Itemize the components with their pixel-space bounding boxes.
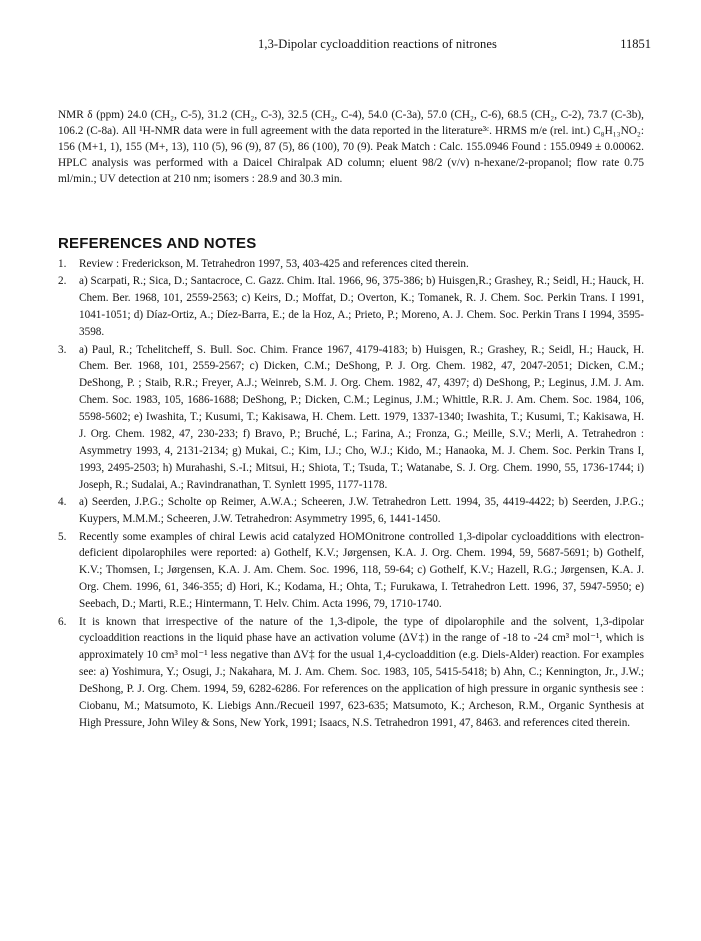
reference-item	[58, 342, 644, 494]
reference-number: 1.	[58, 258, 67, 270]
reference-item	[58, 529, 644, 614]
reference-number: 5.	[58, 530, 67, 543]
reference-list	[58, 256, 644, 732]
reference-item	[58, 273, 644, 341]
reference-text: It is known that irrespective of the nature of the 1,3-dipole, the type of dipolarophile and the solvent, 1,3-dipolar cycloaddition reactions in the liquid phase have an activation volume (ΔV‡) in the range of -18 to -24 cm³ mol⁻¹, which is approximately 10 cm³ mol⁻¹ less negative than ΔV‡ for the usual 1,4-cycloaddition (e.g. Diels-Alder) reaction. For examples see: a) Yoshimura, Y.; Osugi, J.; Nakahara, M. J. Am. Chem. Soc. 1983, 105, 5415-5418; b) Ahn, C.; Kennington, Jr., J.W.; DeShong, P. J. Org. Chem. 1994, 59, 6282-6286. For references on the application of high pressure in organic synthesis see : Ciobanu, M.; Matsumoto, K. Liebigs Ann./Recueil 1997, 623-635; Matsumoto, K.; Archeson, R.M., Organic Synthesis at High Pressure, John Wiley & Sons, New York, 1991; Isaacs, N.S. Tetrahedron 1991, 47, 8463. and references cited therein.	[79, 615, 644, 729]
reference-text: a) Seerden, J.P.G.; Scholte op Reimer, A.W.A.; Scheeren, J.W. Tetrahedron Lett. 1994, 35, 4419-4422; b) Seerden, J.P.G.; Kuypers, M.M.M.; Scheeren, J.W. Tetrahedron: Asymmetry 1995, 6, 1441-1450.	[79, 496, 644, 526]
reference-item	[58, 494, 644, 528]
reference-text: Review : Frederickson, M. Tetrahedron 1997, 53, 403-425 and references cited therein.	[79, 258, 469, 270]
reference-number: 4.	[58, 496, 67, 509]
running-title: 1,3-Dipolar cycloaddition reactions of nitrones	[258, 37, 498, 51]
running-header	[0, 37, 701, 57]
reference-text: Recently some examples of chiral Lewis acid catalyzed HOMOnitrone controlled 1,3-dipolar cycloadditions with electron-deficient dipolarophiles were reported: a) Gothelf, K.V.; Jørgensen, K.A. J. Org. Chem. 1994, 59, 5687-5691; b) Gothelf, K.V.; Thomsen, I.; Jørgensen, K.A. J. Am. Chem. Soc. 1996, 118, 59-64; c) Gothelf, K.V.; Hazell, R.G.; Jørgensen, K.A. J. Org. Chem. 1996, 61, 346-355; d) Hori, K.; Kodama, H.; Ohta, T.; Furukawa, I. Tetrahedron Lett. 1996, 37, 5947-5950; e) Seebach, D.; Marti, R.E.; Hintermann, T. Helv. Chim. Acta 1996, 79, 1710-1740.	[79, 530, 644, 611]
reference-number: 6.	[58, 615, 67, 628]
reference-item	[58, 614, 644, 732]
reference-number: 2.	[58, 275, 67, 288]
page-number: 11851	[620, 37, 651, 51]
reference-text: a) Paul, R.; Tchelitcheff, S. Bull. Soc. Chim. France 1967, 4179-4183; b) Huisgen, R.; Grashey, R.; Seidl, H.; Hauck, H. Chem. Ber. 1968, 101, 2559-2567; c) Dicken, C.M.; DeShong, P. J. Org. Chem. 1982, 47, 2047-2051; Dicken, C.M.; DeShong, P. ; Staib, R.R.; Freyer, A.J.; Weinreb, S.M. J. Org. Chem. 1982, 47, 4397; d) DeShong, P.; Leginus, J.M. J. Am. Chem. Soc. 1983, 105, 1686-1688; DeShong, P.; Dicken, C.M.; Leginus, J.M.; Whittle, R.R. J. Am. Chem. Soc. 1984, 106, 5598-5602; e) Iwashita, T.; Kusumi, T.; Kakisawa, H. Chem. Lett. 1979, 1337-1340; Iwashita, T.; Kusumi, T.; Kakisawa, H. J. Org. Chem. 1982, 47, 230-233; f) Bravo, P.; Bruché, L.; Farina, A.; Fronza, G.; Meille, S.V.; Merli, A. Tetrahedron : Asymmetry 1993, 4, 2131-2134; g) Mukai, C.; Kim, I.J.; Cho, W.J.; Kido, M.; Hanaoka, M. J. Chem. Soc. Perkin Trans I, 1993, 2495-2503; h) Murahashi, S.-I.; Mitsui, H.; Shiota, T.; Tsuda, T.; Watanabe, S. J. Org. Chem. 1990, 55, 1736-1744; i) Joseph, R.; Sudalai, A.; Ravindranathan, T. Synlett 1995, 1177-1178.	[79, 343, 644, 491]
references-heading: REFERENCES AND NOTES	[58, 235, 257, 252]
experimental-nmr-paragraph: NMR δ (ppm) 24.0 (CH₂, C-5), 31.2 (CH₂, C-3), 32.5 (CH₂, C-4), 54.0 (C-3a), 57.0 (CH₂, C-6), 68.5 (CH₂, C-2), 73.7 (C-3b), 106.2 (C-8a). All ¹H-NMR data were in full agreement with the data reported in the literature³ᶜ. HRMS m/e (rel. int.) C₈H₁₃NO₂: 156 (M+1, 1), 155 (M+, 13), 110 (5), 96 (9), 87 (5), 86 (100), 70 (9). Peak Match : Calc. 155.0946 Found : 155.0949 ± 0.00062. HPLC analysis was performed with a Daicel Chiralpak AD column; eluent 98/2 (v/v) n-hexane/2-propanol; flow rate 0.75 ml/min.; UV detection at 210 nm; isomers : 28.9 and 30.3 min.	[58, 109, 644, 186]
reference-item	[58, 256, 644, 273]
reference-number: 3.	[58, 343, 67, 356]
reference-text: a) Scarpati, R.; Sica, D.; Santacroce, C. Gazz. Chim. Ital. 1966, 96, 375-386; b) Huisgen,R.; Grashey, R.; Seidl, H.; Hauck, H. Chem. Ber. 1968, 101, 2559-2563; c) Keirs, D.; Moffat, D.; Overton, K.; Tomanek, R. J. Chem. Soc. Perkin Trans. I 1991, 1041-1051; d) Díaz-Ortiz, A.; Díez-Barra, E.; de la Hoz, A.; Prieto, P.; Moreno, A. J. Chem. Soc. Perkin Trans I 1994, 3595-3598.	[79, 275, 644, 339]
